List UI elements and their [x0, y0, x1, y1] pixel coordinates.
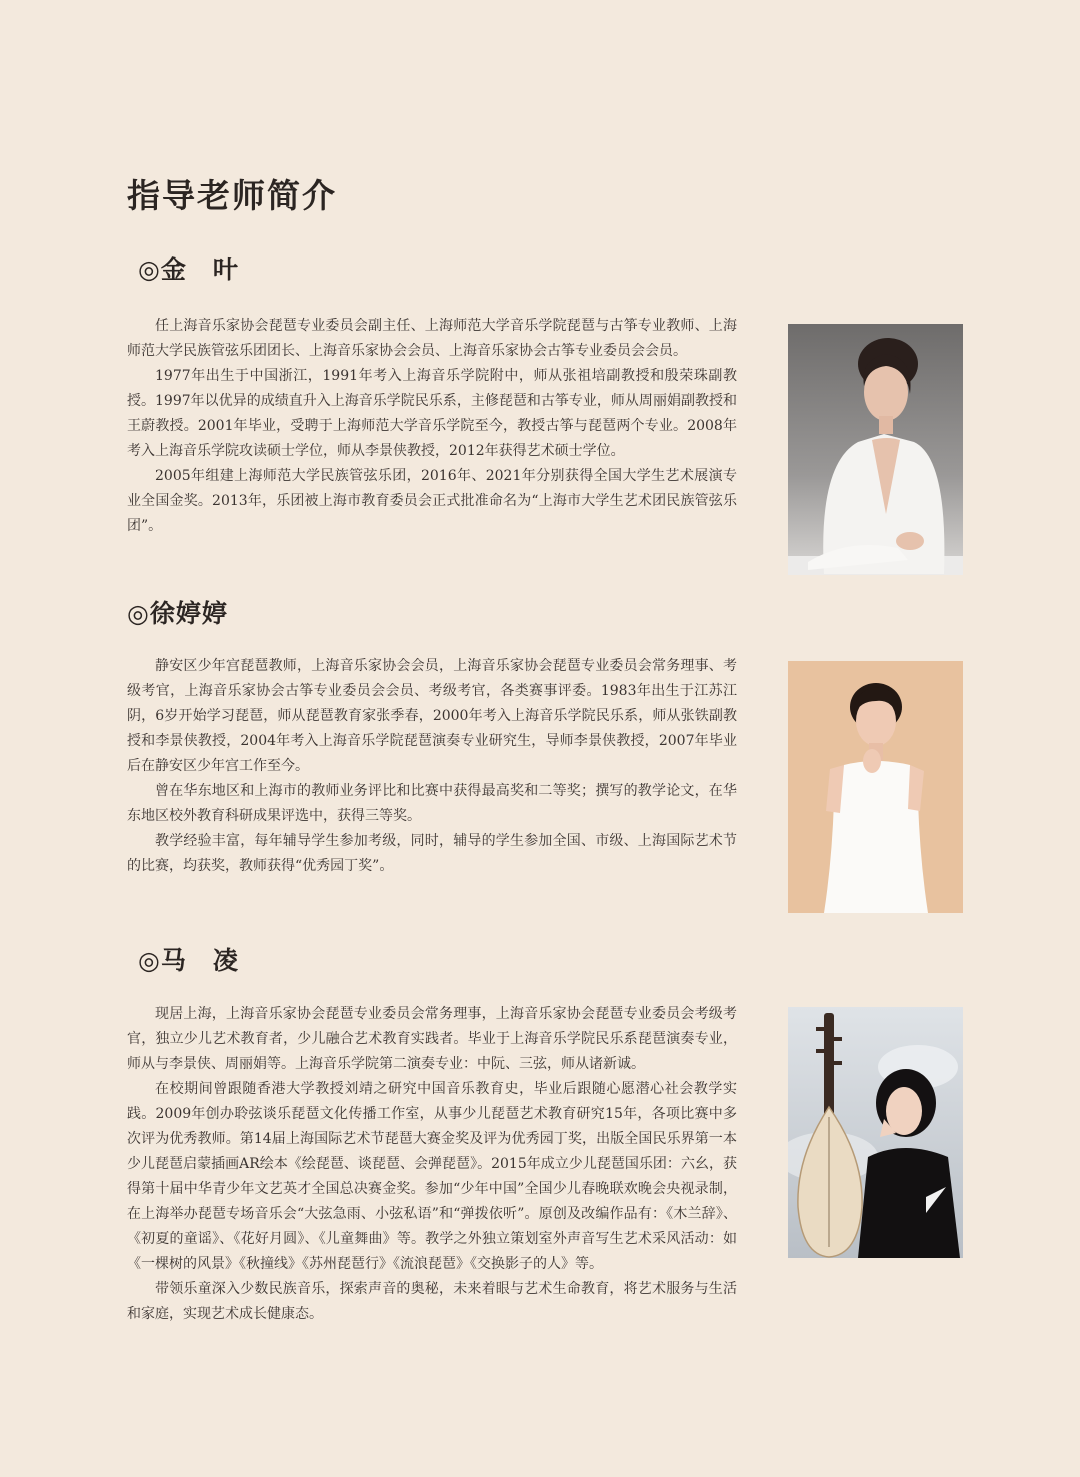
bio-paragraph: 任上海音乐家协会琵琶专业委员会副主任、上海师范大学音乐学院琵琶与古筝专业教师、上海师范大学民族管弦乐团团长、上海音乐家协会会员、上海音乐家协会古筝专业委员会会员。: [127, 318, 737, 359]
teacher-bio-xu-tingting: [127, 654, 737, 879]
portrait-xu-tingting: [788, 661, 963, 913]
portrait-ma-ling: [788, 1007, 963, 1258]
bio-paragraph: 在校期间曾跟随香港大学教授刘靖之研究中国音乐教育史，毕业后跟随心愿潜心社会教学实践。2009年创办聆弦谈乐琵琶文化传播工作室，从事少儿琵琶艺术教育研究15年，各项比赛中多次评为优秀教师。第14届上海国际艺术节琵琶大赛金奖及评为优秀园丁奖，出版全国民乐界第一本少儿琵琶启蒙插画AR绘本《绘琵琶、谈琵琶、会弹琵琶》。2015年成立少儿琵琶国乐团：六幺，获得第十届中华青少年文艺英才全国总决赛金奖。参加“少年中国”全国少儿春晚联欢晚会央视录制，在上海举办琵琶专场音乐会“大弦急雨、小弦私语”和“弹拨依听”。原创及改编作品有：《木兰辞》、《初夏的童谣》、《花好月圆》、《儿童舞曲》等。教学之外独立策划室外声音写生艺术采风活动：如《一棵树的风景》《秋撞线》《苏州琵琶行》《流浪琵琶》《交换影子的人》等。: [127, 1081, 737, 1272]
bio-paragraph: 1977年出生于中国浙江，1991年考入上海音乐学院附中，师从张祖培副教授和殷荣珠副教授。1997年以优异的成绩直升入上海音乐学院民乐系，主修琵琶和古筝专业，师从周丽娟副教授和王蔚教授。2001年毕业，受聘于上海师范大学音乐学院至今，教授古筝与琵琶两个专业。2008年考入上海音乐学院攻读硕士学位，师从李景侠教授，2012年获得艺术硕士学位。: [127, 368, 737, 459]
teacher-bio-jin-ye: [127, 314, 737, 539]
teacher-bio-ma-ling: [127, 1002, 737, 1327]
bio-paragraph: 带领乐童深入少数民族音乐，探索声音的奥秘，未来着眼与艺术生命教育，将艺术服务与生活和家庭，实现艺术成长健康态。: [127, 1281, 737, 1322]
portrait-jin-ye: [788, 324, 963, 575]
teacher-name-jin-ye: ◎金 叶: [138, 255, 239, 284]
bio-paragraph: 2005年组建上海师范大学民族管弦乐团，2016年、2021年分别获得全国大学生艺术展演专业全国金奖。2013年，乐团被上海市教育委员会正式批准命名为“上海市大学生艺术团民族管弦乐团”。: [127, 468, 737, 534]
bio-paragraph: 曾在华东地区和上海市的教师业务评比和比赛中获得最高奖和二等奖；撰写的教学论文，在华东地区校外教育科研成果评选中，获得三等奖。: [127, 783, 737, 824]
bio-paragraph: 现居上海，上海音乐家协会琵琶专业委员会常务理事，上海音乐家协会琵琶专业委员会考级考官，独立少儿艺术教育者，少儿融合艺术教育实践者。毕业于上海音乐学院民乐系琵琶演奏专业，师从与李景侠、周丽娟等。上海音乐学院第二演奏专业：中阮、三弦，师从诸新诚。: [127, 1006, 737, 1072]
teacher-name-ma-ling: ◎马 凌: [138, 946, 239, 975]
page-title: 指导老师简介: [127, 176, 337, 215]
bio-paragraph: 静安区少年宫琵琶教师，上海音乐家协会会员，上海音乐家协会琵琶专业委员会常务理事、考级考官，上海音乐家协会古筝专业委员会会员、考级考官，各类赛事评委。1983年出生于江苏江阴，6岁开始学习琵琶，师从琵琶教育家张季春，2000年考入上海音乐学院民乐系，师从张铁副教授和李景侠教授，2004年考入上海音乐学院琵琶演奏专业研究生，导师李景侠教授，2007年毕业后在静安区少年宫工作至今。: [127, 658, 737, 774]
teacher-name-xu-tingting: ◎徐婷婷: [127, 599, 228, 628]
bio-paragraph: 教学经验丰富，每年辅导学生参加考级，同时，辅导的学生参加全国、市级、上海国际艺术节的比赛，均获奖，教师获得“优秀园丁奖”。: [127, 833, 737, 874]
